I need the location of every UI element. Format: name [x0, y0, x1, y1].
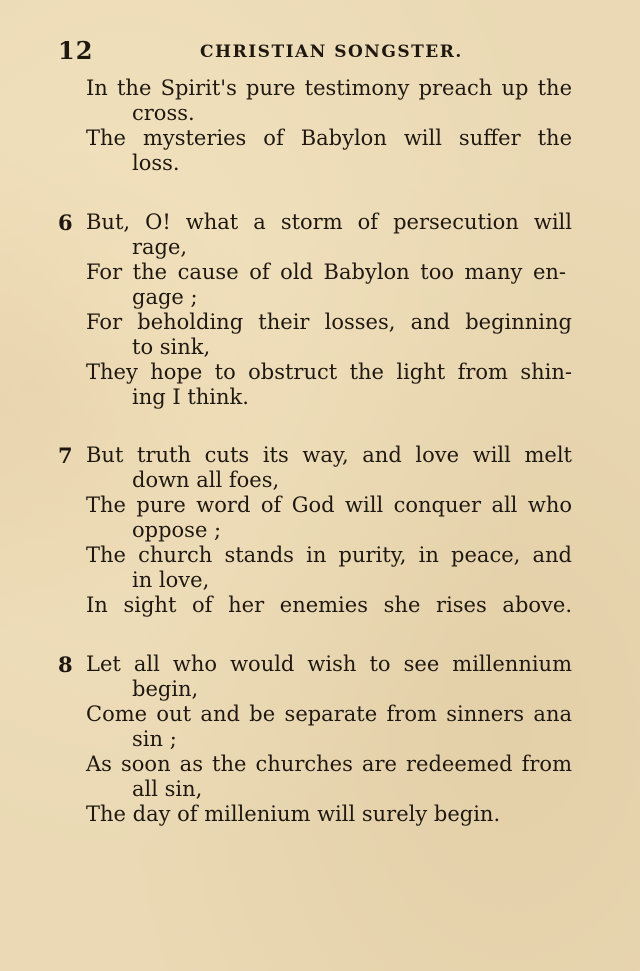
page-header: [58, 36, 578, 66]
verse-line: to sink,: [132, 335, 211, 359]
verse-line: sin ;: [132, 727, 177, 751]
verse-line: loss.: [132, 151, 180, 175]
verse-line: oppose ;: [132, 518, 222, 542]
page-number: 12: [58, 36, 94, 65]
verse-line: But, O! what a storm of persecution will: [86, 210, 572, 234]
verse-line: down all foes,: [132, 468, 280, 492]
verse-line: But truth cuts its way, and love will melt: [86, 443, 572, 467]
verse-line: all sin,: [132, 777, 203, 801]
verse-line: In the Spirit's pure testimony preach up the: [86, 76, 572, 100]
verse-line: rage,: [132, 235, 188, 259]
verse-line: Let all who would wish to see millennium: [86, 652, 572, 676]
verse-line: ing I think.: [132, 385, 249, 409]
verse-line: in love,: [132, 568, 210, 592]
verse-line: The mysteries of Babylon will suffer the: [86, 126, 572, 150]
verse-line: In sight of her enemies she rises above.: [86, 593, 572, 617]
verse-line: For the cause of old Babylon too many en-: [86, 260, 566, 284]
verse-line: Come out and be separate from sinners ana: [86, 702, 572, 726]
running-head: CHRISTIAN SONGSTER.: [200, 42, 463, 62]
verse-line: gage ;: [132, 285, 198, 309]
verse-line: begin,: [132, 677, 199, 701]
verse-number: 8: [58, 652, 73, 677]
verse-line: cross.: [132, 101, 195, 125]
verse-line: The church stands in purity, in peace, and: [86, 543, 572, 567]
verse-number: 6: [58, 210, 73, 235]
verse-line: The day of millenium will surely begin.: [86, 802, 501, 826]
verse-line: The pure word of God will conquer all who: [86, 493, 572, 517]
verse-number: 7: [58, 443, 73, 468]
verse-line: As soon as the churches are redeemed from: [86, 752, 572, 776]
verse-line: They hope to obstruct the light from shin-: [86, 360, 572, 384]
verse-line: For beholding their losses, and beginning: [86, 310, 572, 334]
